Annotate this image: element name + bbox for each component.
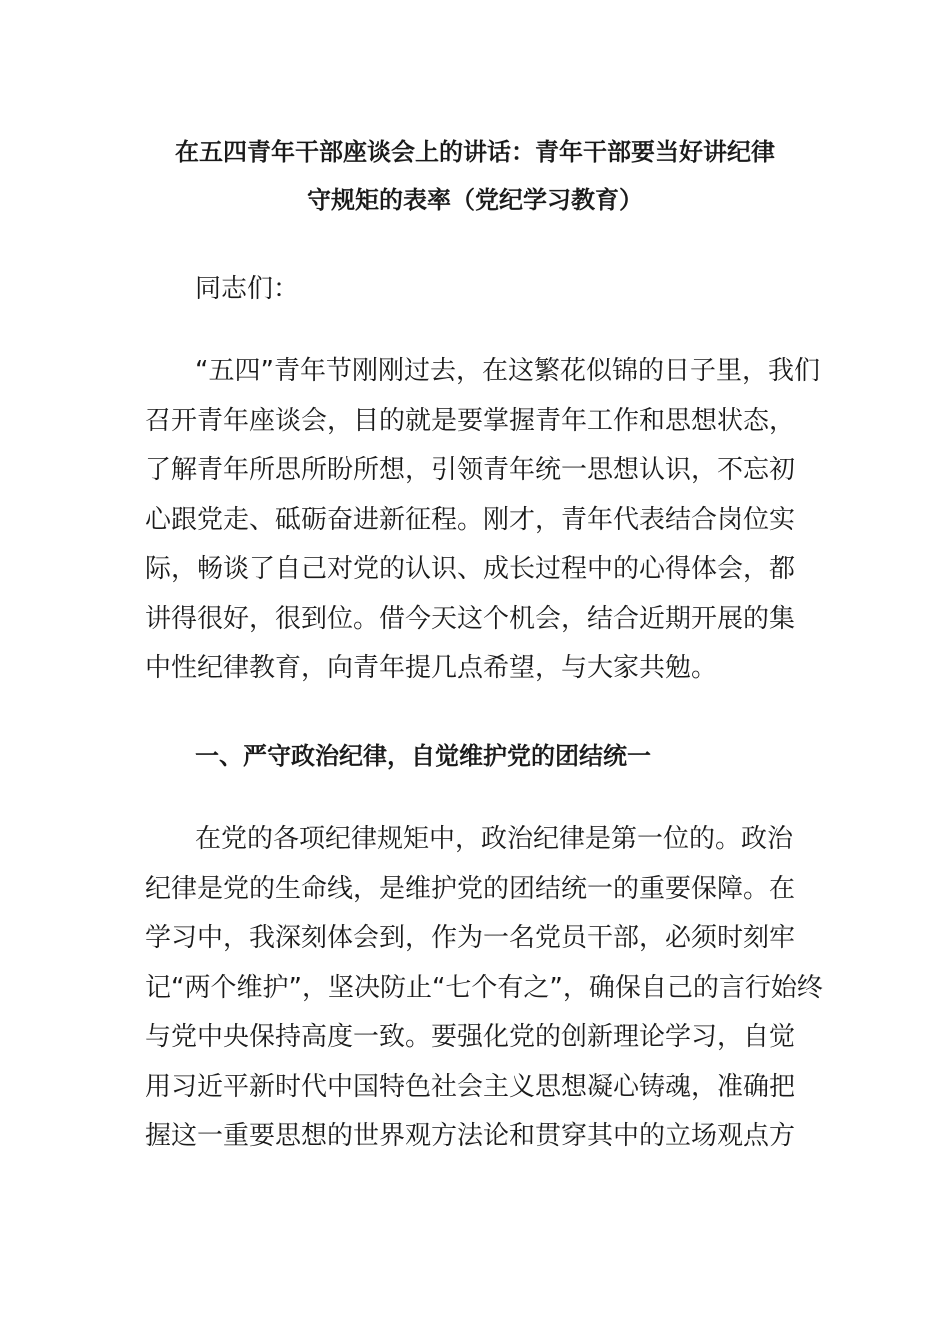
- salutation-paragraph: [145, 265, 810, 315]
- section-1-heading-block: [145, 732, 810, 782]
- intro-line-2: 召开青年座谈会，目的就是要掌握青年工作和思想状态，: [145, 405, 796, 436]
- section-1-line-7: 握这一重要思想的世界观方法论和贯穿其中的立场观点方: [145, 1121, 796, 1151]
- intro-line-4: 心跟党走、砥砺奋进新征程。刚才，青年代表结合岗位实: [145, 504, 796, 535]
- intro-line-3: 了解青年所思所盼所想，引领青年统一思想认识，不忘初: [145, 455, 796, 485]
- title-line-1: 在五四青年干部座谈会上的讲话：青年干部要当好讲纪律: [175, 138, 775, 166]
- intro-line-1: “五四”青年节刚刚过去，在这繁花似锦的日子里，我们: [195, 356, 820, 386]
- section-1-line-6: 用习近平新时代中国特色社会主义思想凝心铸魂，准确把: [145, 1071, 796, 1102]
- section-1-line-2: 纪律是党的生命线，是维护党的团结统一的重要保障。在: [145, 873, 796, 904]
- salutation: 同志们：: [195, 274, 300, 304]
- section-1-line-1: 在党的各项纪律规矩中，政治纪律是第一位的。政治: [195, 824, 794, 854]
- intro-paragraph: [145, 347, 820, 694]
- intro-line-5: 际，畅谈了自己对党的认识、成长过程中的心得体会，都: [145, 554, 796, 584]
- intro-line-6: 讲得很好，很到位。借今天这个机会，结合近期开展的集: [145, 603, 796, 634]
- section-1-line-4: 记“两个维护”，坚决防止“七个有之”，确保自己的言行始终: [145, 972, 823, 1003]
- document-title: [130, 128, 820, 224]
- section-1-heading: 一、严守政治纪律，自觉维护党的团结统一: [195, 742, 651, 770]
- title-line-2: 守规矩的表率（党纪学习教育）: [307, 186, 643, 214]
- section-1-paragraph: [145, 815, 823, 1162]
- section-1-line-5: 与党中央保持高度一致。要强化党的创新理论学习，自觉: [145, 1022, 796, 1052]
- section-1-line-3: 学习中，我深刻体会到，作为一名党员干部，必须时刻牢: [145, 923, 796, 953]
- intro-line-7: 中性纪律教育，向青年提几点希望，与大家共勉。: [145, 653, 718, 683]
